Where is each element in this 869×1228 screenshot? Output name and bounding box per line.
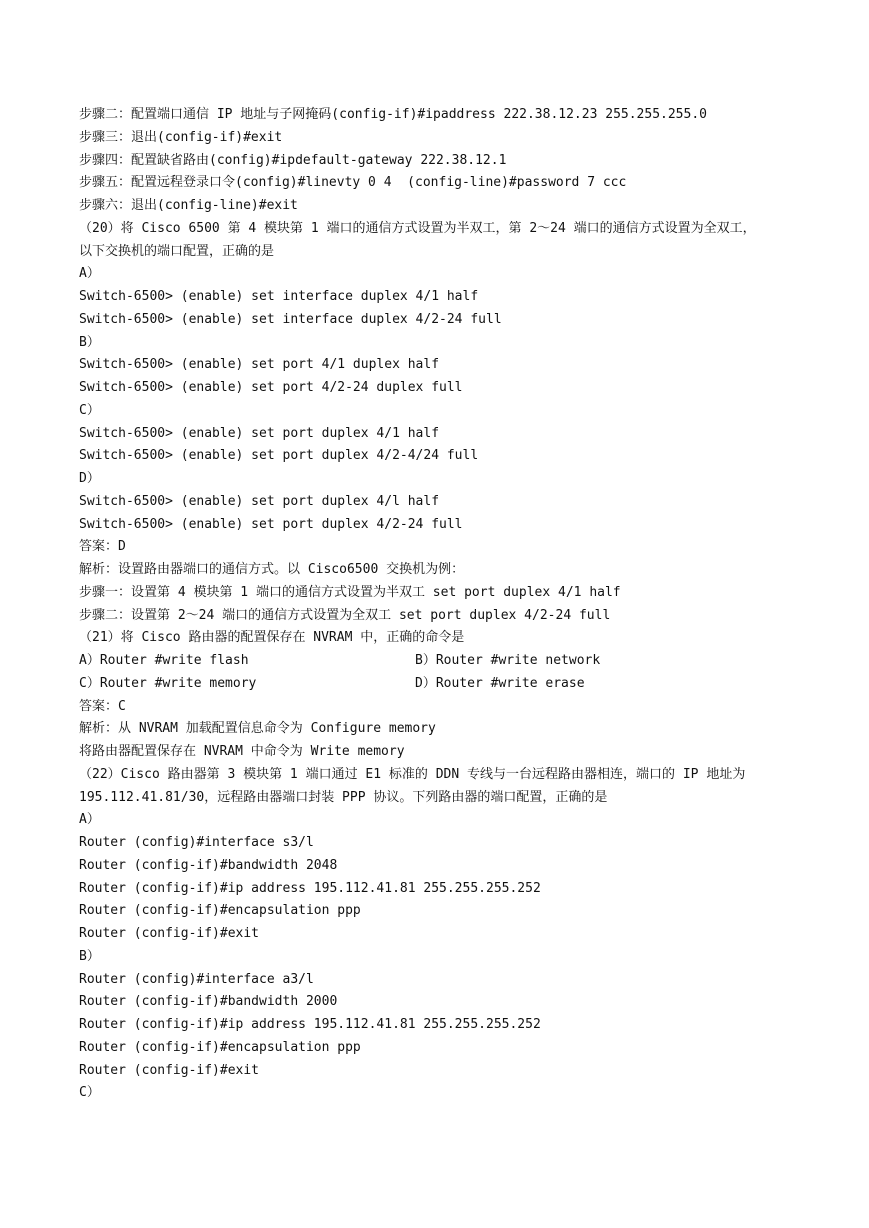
question-22-text-cont: 195.112.41.81/30，远程路由器端口封装 PPP 协议。下列路由器的端口配置，正确的是 — [79, 789, 608, 805]
text-line: 步骤六：退出(config-line)#exit — [79, 198, 298, 213]
text-line: 步骤三：退出(config-if)#exit — [79, 129, 283, 145]
code-line: Router (config)#interface s3/l — [79, 835, 314, 850]
text-line: 步骤二：设置第 2～24 端口的通信方式设置为全双工 set port duplex 4/2-24 full — [79, 607, 611, 623]
option-d: D）Router #write erase — [415, 675, 585, 691]
code-line: Router (config-if)#exit — [79, 1062, 260, 1078]
text-line: 将路由器配置保存在 NVRAM 中命令为 Write memory — [79, 744, 405, 759]
code-line: Switch-6500> (enable) set port duplex 4/1 half — [79, 425, 440, 441]
code-line: Router (config-if)#bandwidth 2048 — [79, 857, 338, 873]
answer-line: 答案：D — [79, 539, 126, 555]
text-line: 步骤五：配置远程登录口令(config)#linevty 0 4 (config-line)#password 7 ccc — [79, 175, 627, 191]
code-line: Switch-6500> (enable) set interface duplex 4/1 half — [79, 289, 479, 304]
text-line: 步骤一：设置第 4 模块第 1 端口的通信方式设置为半双工 set port duplex 4/1 half — [79, 584, 621, 600]
text-line: 步骤二：配置端口通信 IP 地址与子网掩码(config-if)#ipaddress 222.38.12.23 255.255.255.0 — [79, 107, 707, 122]
code-line: Switch-6500> (enable) set port 4/1 duplex half — [79, 357, 440, 373]
option-row — [79, 673, 819, 696]
code-line: Router (config-if)#ip address 195.112.41.81 255.255.255.252 — [79, 1017, 541, 1032]
text-line: 步骤四：配置缺省路由(config)#ipdefault-gateway 222.38.12.1 — [79, 152, 507, 168]
question-20-text: （20）将 Cisco 6500 第 4 模块第 1 端口的通信方式设置为半双工，第 2～24 端口的通信方式设置为全双工， — [79, 220, 756, 236]
document-body — [79, 104, 819, 1105]
code-line: Switch-6500> (enable) set port duplex 4/2-4/24 full — [79, 448, 479, 464]
option-label-a: A） — [79, 812, 100, 828]
option-label-c: C） — [79, 402, 100, 418]
option-label-c: C） — [79, 1085, 100, 1101]
option-label-d: D） — [79, 471, 100, 486]
code-line: Router (config-if)#bandwidth 2000 — [79, 994, 338, 1010]
code-line: Router (config-if)#encapsulation ppp — [79, 1039, 361, 1055]
explanation-line: 解析：从 NVRAM 加载配置信息命令为 Configure memory — [79, 721, 436, 737]
question-20-text-cont: 以下交换机的端口配置，正确的是 — [79, 243, 275, 259]
option-label-b: B） — [79, 334, 100, 350]
code-line: Switch-6500> (enable) set interface duplex 4/2-24 full — [79, 311, 502, 327]
code-line: Switch-6500> (enable) set port duplex 4/2-24 full — [79, 516, 463, 532]
answer-line: 答案：C — [79, 698, 126, 714]
code-line: Switch-6500> (enable) set port duplex 4/l half — [79, 493, 440, 509]
code-line: Router (config-if)#exit — [79, 926, 260, 941]
code-line: Router (config-if)#ip address 195.112.41.81 255.255.255.252 — [79, 880, 541, 896]
option-label-b: B） — [79, 948, 100, 964]
code-line: Router (config-if)#encapsulation ppp — [79, 903, 361, 919]
option-c: C）Router #write memory — [79, 675, 257, 691]
explanation-line: 解析：设置路由器端口的通信方式。以 Cisco6500 交换机为例： — [79, 562, 465, 577]
option-label-a: A） — [79, 266, 100, 282]
question-22-text: （22）Cisco 路由器第 3 模块第 1 端口通过 E1 标准的 DDN 专线与一台远程路由器相连，端口的 IP 地址为 — [79, 766, 746, 782]
option-row — [79, 650, 819, 673]
code-line: Router (config)#interface a3/l — [79, 971, 314, 987]
option-b: B）Router #write network — [415, 653, 601, 668]
option-a: A）Router #write flash — [79, 653, 249, 668]
code-line: Switch-6500> (enable) set port 4/2-24 duplex full — [79, 380, 463, 395]
question-21-text: （21）将 Cisco 路由器的配置保存在 NVRAM 中，正确的命令是 — [79, 630, 465, 646]
